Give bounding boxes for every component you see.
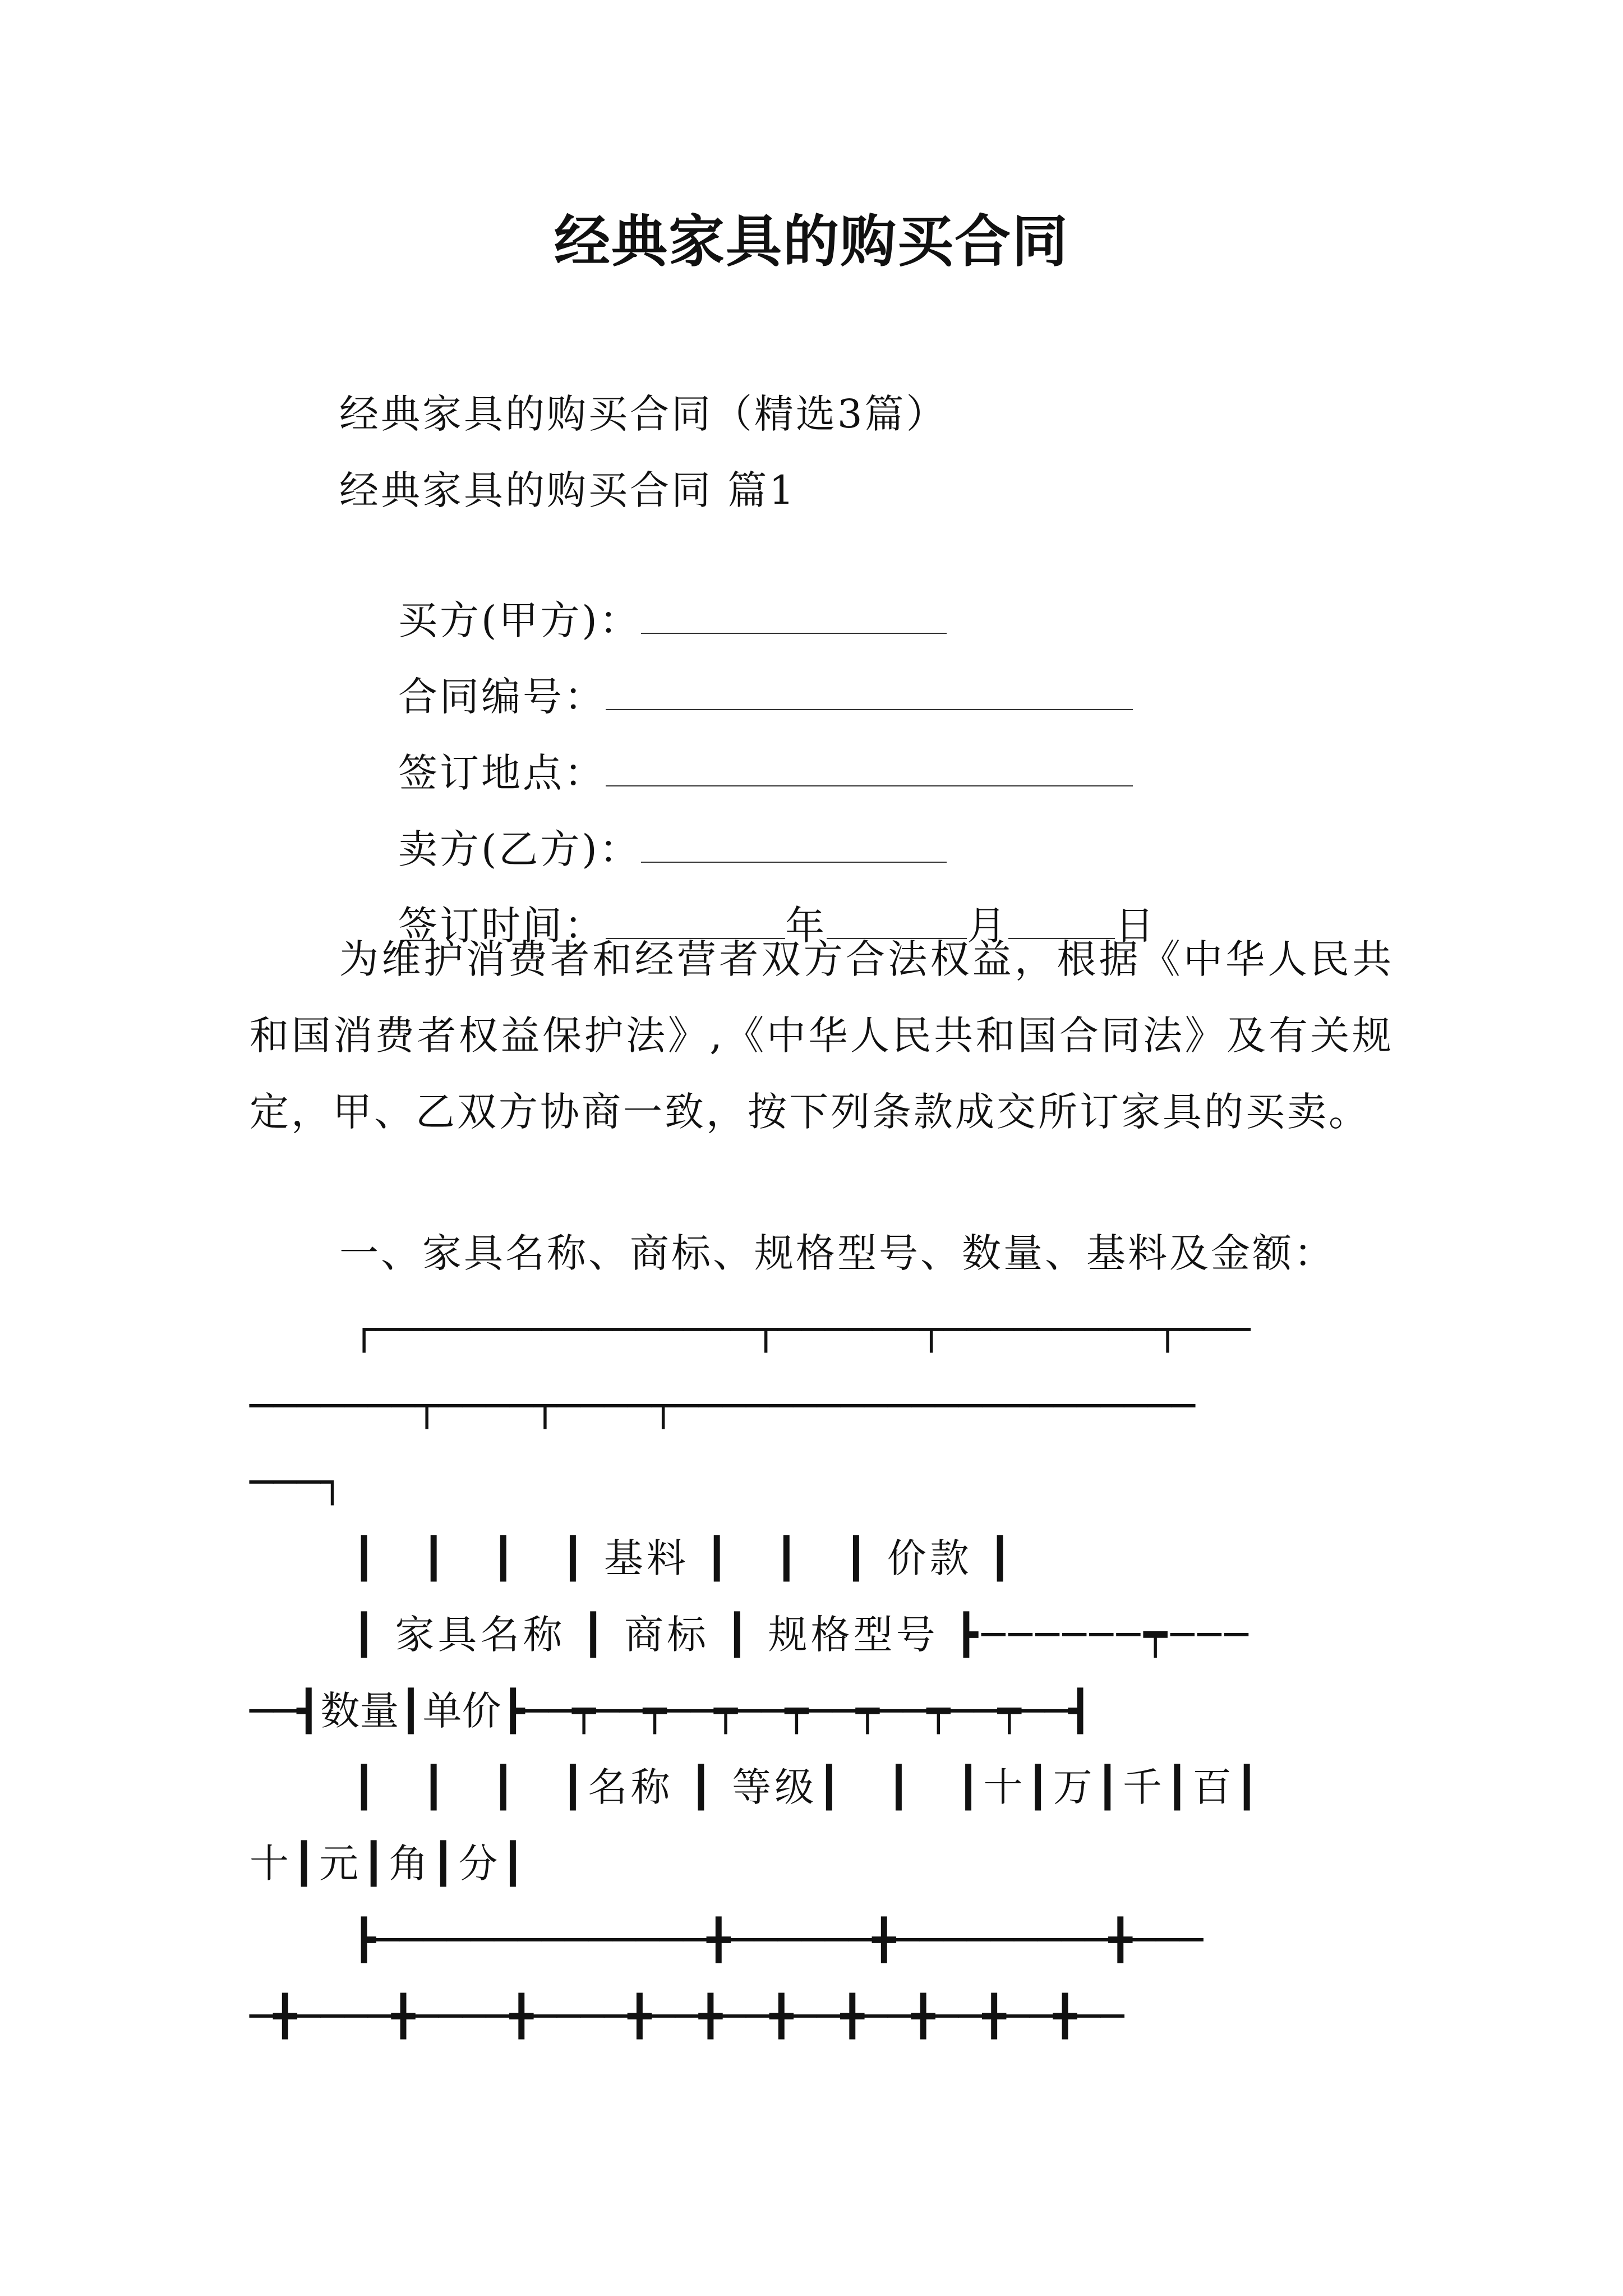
document-title: 经典家具的购买合同 xyxy=(554,208,1069,274)
table-row-4a: ┃ ┃ ┃ ┃名称 ┃ 等级┃ ┃ ┃十┃万┃千┃百┃ xyxy=(352,1764,1262,1810)
sign-time-label: 签订时间： xyxy=(398,903,606,949)
year-label: 年 xyxy=(785,903,827,949)
document-subtitle: 经典家具的购买合同（精选3篇） xyxy=(339,391,948,437)
clause-1: 一、家具名称、商标、规格型号、数量、基料及金额： xyxy=(339,1230,1335,1276)
buyer-label: 买方(甲方)： xyxy=(398,597,641,643)
section-heading: 经典家具的购买合同 篇1 xyxy=(339,467,796,513)
seller-label: 卖方(乙方)： xyxy=(398,826,641,872)
table-row-1a: ┌────────────────┬──────┬─────────┬─── xyxy=(352,1306,1251,1352)
sign-place-label: 签订地点： xyxy=(398,750,606,796)
table-row-3a: ┃ 家具名称 ┃ 商标 ┃ 规格型号 ┣──────┯─── xyxy=(352,1612,1252,1658)
table-row-3b: ──┫数量┃单价┣──┯──┯──┯──┯──┯──┯──┯──┫ xyxy=(250,1688,1092,1734)
table-row-1b: ───────┬────┬────┬────────────────────── xyxy=(250,1383,1195,1429)
table-row-5b: ─╋────╋────╋────╋──╋──╋──╋──╋──╋──╋── xyxy=(250,1993,1124,2039)
contract-no-label: 合同编号： xyxy=(398,674,606,720)
month-label: 月 xyxy=(967,903,1009,949)
table-row-2: ┃ ┃ ┃ ┃ 基料 ┃ ┃ ┃ 价款 ┃ xyxy=(352,1535,1016,1581)
table-row-5a: ┣──────────────╋──────╋─────────╋─── xyxy=(352,1917,1204,1963)
day-label: 日 xyxy=(1115,903,1157,949)
table-row-1c: ───┐ xyxy=(250,1459,344,1505)
intro-paragraph: 为维护消费者和经营者双方合法权益，根据《中华人民共和国消费者权益保护法》,《中华人民共和国合同法》及有关规定，甲、乙双方协商一致，按下列条款成交所订家具的买卖。 xyxy=(250,936,1394,1135)
table-row-4b: 十┃元┃角┃分┃ xyxy=(250,1841,528,1887)
